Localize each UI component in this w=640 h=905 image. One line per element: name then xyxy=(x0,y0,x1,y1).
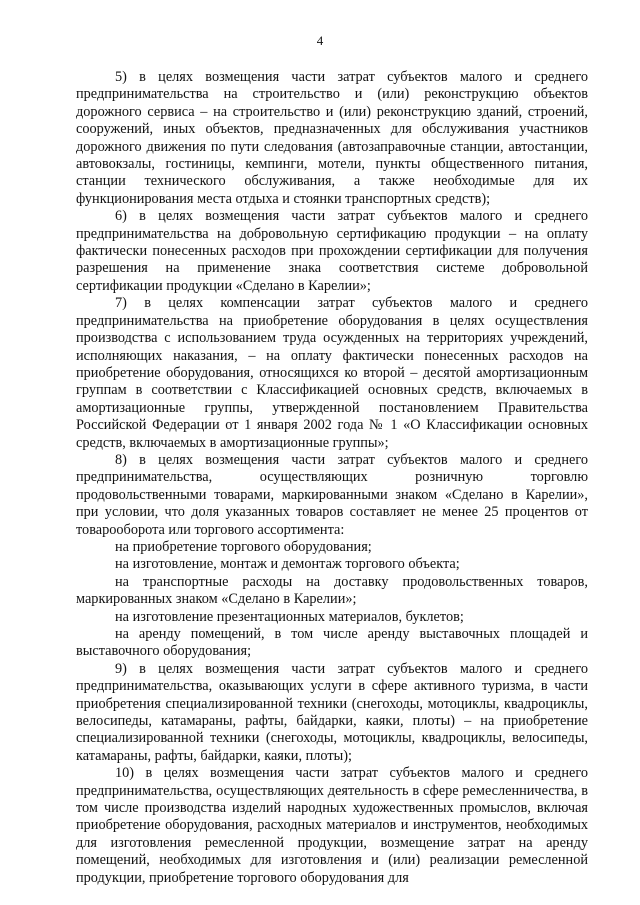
paragraph-item-5: 5) в целях возмещения части затрат субъектов малого и среднего предпринимательства на строительство и (или) реконструкцию объектов дорожного сервиса – на строительство и (или) реконструкцию зданий, строений, сооружений, иных объектов, предназначенных для обслуживания участников дорожного движения по пути следования (автозаправочные станции, автостанции, автовокзалы, гостиницы, кемпинги, мотели, пункты общественного питания, станции технического обслуживания, а также необходимые для их функционирования места отдыха и стоянки транспортных средств); xyxy=(76,69,588,207)
subitem-trade-equipment: на приобретение торгового оборудования; xyxy=(115,538,372,555)
paragraph-item-7: 7) в целях компенсации затрат субъектов малого и среднего предпринимательства на приобретение оборудования в целях осуществления производства с использованием труда осужденных на территориях учреждений, исполняющих наказания, – на оплату фактически понесенных расходов на приобретение оборудования, относящихся ко второй – десятой амортизационным группам в соответствии с Классификацией основных средств, включаемых в амортизационные группы, утвержденной постановлением Правительства Российской Федерации от 1 января 2002 года № 1 «О Классификации основных средств, включаемых в амортизационные группы»; xyxy=(76,295,588,451)
page-number: 4 xyxy=(316,33,324,48)
subitem-transport-costs: на транспортные расходы на доставку продовольственных товаров, маркированных знаком «Сделано в Карелии»; xyxy=(76,573,588,608)
document-body xyxy=(76,69,588,887)
subitem-trade-object: на изготовление, монтаж и демонтаж торгового объекта; xyxy=(115,556,460,573)
subitem-presentation-materials: на изготовление презентационных материалов, буклетов; xyxy=(115,608,464,625)
paragraph-item-8: 8) в целях возмещения части затрат субъектов малого и среднего предпринимательства, осуществляющих розничную торговлю продовольственными товарами, маркированными знаком «Сделано в Карелии», при условии, что доля указанных товаров составляет не менее 25 процентов от товарооборота или торгового ассортимента: xyxy=(76,451,588,538)
paragraph-item-6: 6) в целях возмещения части затрат субъектов малого и среднего предпринимательства на добровольную сертификацию продукции – на оплату фактически понесенных расходов при прохождении сертификации для получения разрешения на применение знака соответствия системе добровольной сертификации продукции «Сделано в Карелии»; xyxy=(76,208,588,294)
paragraph-item-10: 10) в целях возмещения части затрат субъектов малого и среднего предпринимательства, осуществляющих деятельность в сфере ремесленничества, в том числе производства изделий народных художественных промыслов, включая приобретение оборудования, расходных материалов и инструментов, необходимых для изготовления ремесленной продукции, возмещение затрат на аренду помещений, необходимых для изготовления и (или) реализации ремесленной продукции, приобретение торгового оборудования для xyxy=(76,765,588,886)
subitem-premises-rent: на аренду помещений, в том числе аренду выставочных площадей и выставочного оборудования; xyxy=(76,626,588,660)
paragraph-item-9: 9) в целях возмещения части затрат субъектов малого и среднего предпринимательства, оказывающих услуги в сфере активного туризма, в части приобретения специализированной техники (снегоходы, мотоциклы, квадроциклы, велосипеды, катамараны, рафты, байдарки, каяки, плоты) – на приобретение специализированной техники (снегоходы, мотоциклы, квадроциклы, велосипеды, катамараны, рафты, байдарки, каяки, плоты); xyxy=(76,660,588,764)
